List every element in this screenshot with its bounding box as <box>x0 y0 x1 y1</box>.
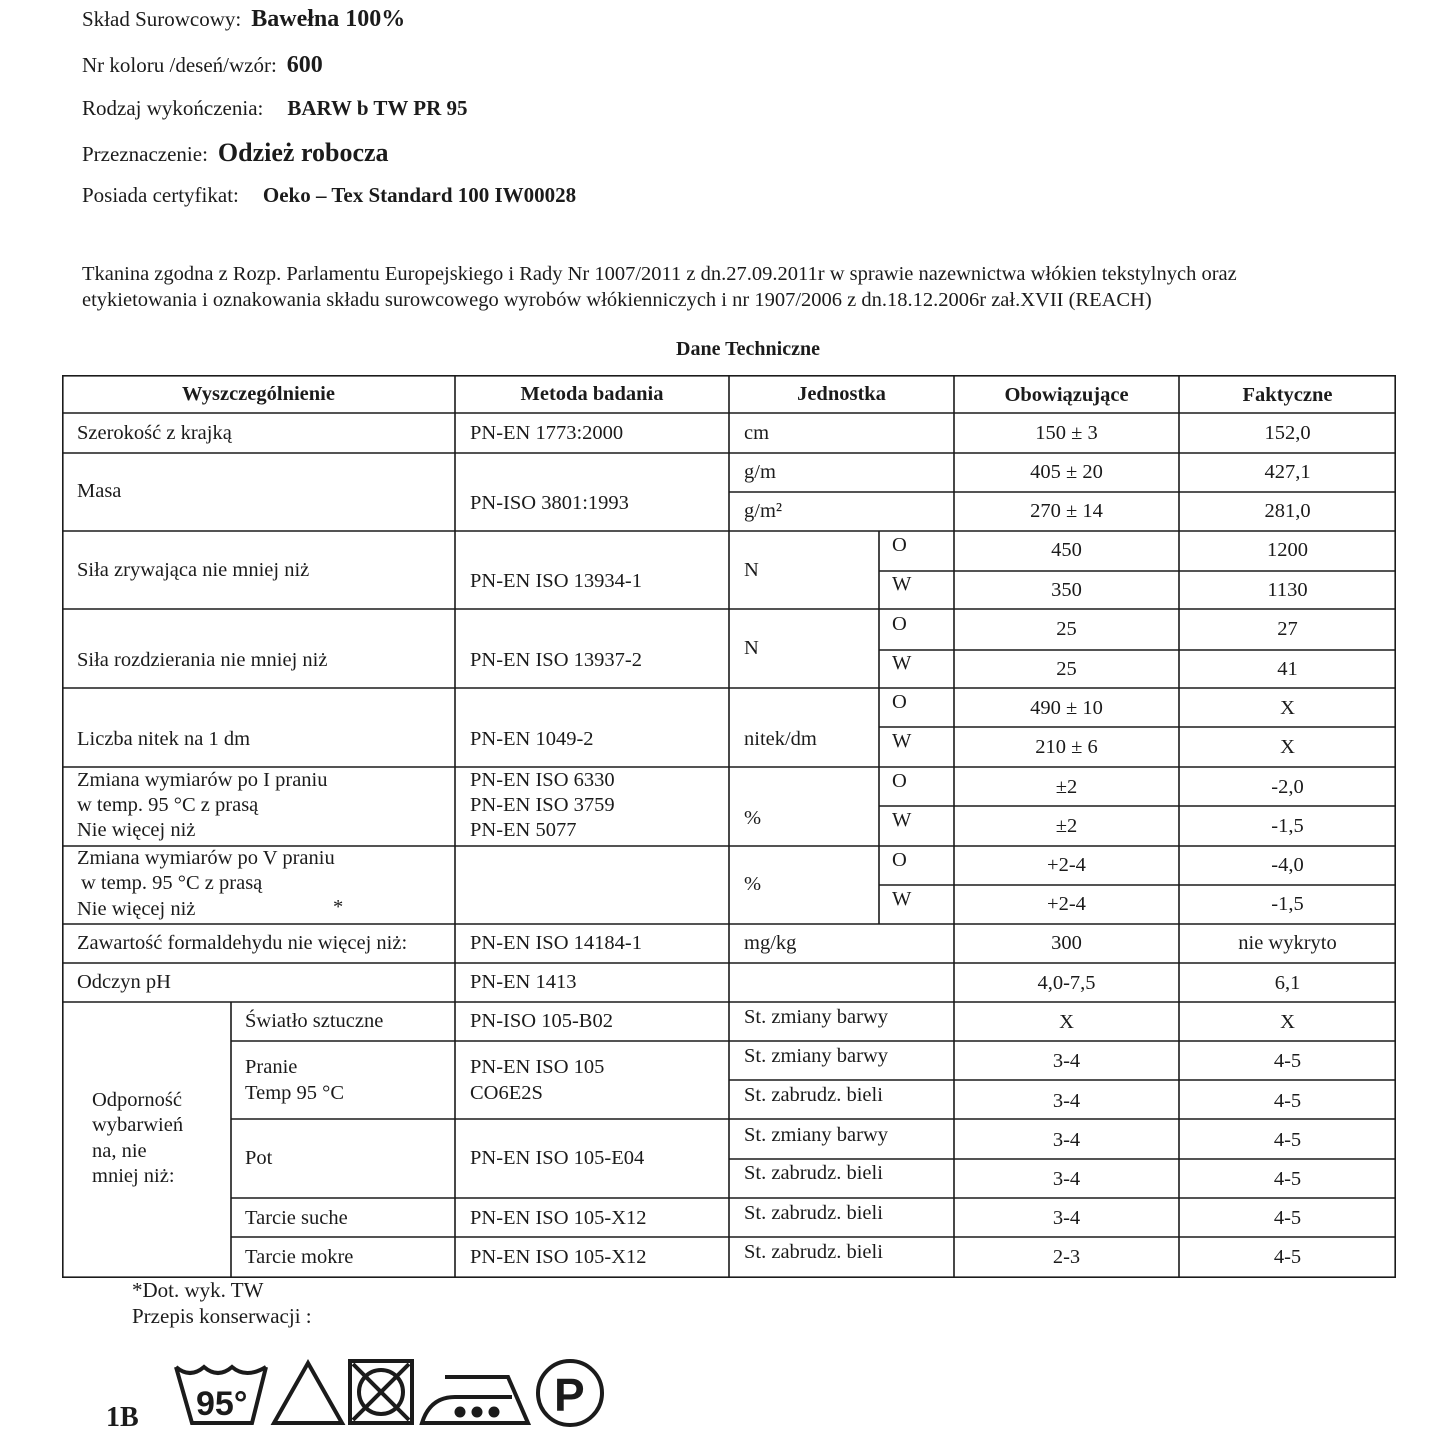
shrink5-asterisk: * <box>333 896 344 918</box>
tear-dir-1: O <box>892 613 907 635</box>
threads-actual-2: X <box>1280 736 1295 758</box>
wash-unit-1: St. zmiany barwy <box>744 1045 889 1067</box>
purpose-label: Przeznaczenie: <box>82 142 208 166</box>
dry-rub-name: Tarcie suche <box>245 1207 348 1229</box>
regulation-line-1: Tkanina zgodna z Rozp. Parlamentu Europejskiego i Rady Nr 1007/2011 z dn.27.09.2011r w sprawie nazewnictwa włókien tekstylnych oraz <box>82 263 1237 285</box>
sweat-required-1: 3-4 <box>1052 1129 1081 1151</box>
care-label-heading: Przepis konserwacji : <box>132 1304 312 1328</box>
shrink5-required-2: +2-4 <box>1047 893 1086 915</box>
header-required: Obowiązujące <box>1004 384 1129 406</box>
shrink5-dir-2: W <box>892 888 912 910</box>
tensile-name: Siła zrywająca nie mniej niż <box>77 559 310 581</box>
sweat-required-2: 3-4 <box>1052 1168 1081 1190</box>
light-actual: X <box>1280 1011 1295 1033</box>
certificate-line <box>82 183 576 208</box>
formaldehyde-unit: mg/kg <box>744 932 797 954</box>
tear-unit: N <box>744 637 759 659</box>
dry-rub-actual: 4-5 <box>1273 1207 1302 1229</box>
ph-name: Odczyn pH <box>77 971 171 993</box>
finish-label: Rodzaj wykończenia: <box>82 96 264 120</box>
formaldehyde-name: Zawartość formaldehydu nie więcej niż: <box>77 932 408 954</box>
care-code: 1B <box>106 1402 139 1433</box>
shrink5-required-1: +2-4 <box>1047 854 1086 876</box>
wash-method-line-2: CO6E2S <box>470 1082 543 1104</box>
shrink1-actual-1: -2,0 <box>1271 776 1304 798</box>
shrink1-method-line-2: PN-EN ISO 3759 <box>470 794 615 816</box>
sweat-unit-2: St. zabrudz. bieli <box>744 1162 883 1184</box>
regulation-line-2: etykietowania i oznakowania składu surowcowego wyrobów włókienniczych i nr 1907/2006 z dn.18.12.2006r zał.XVII (REACH) <box>82 289 1152 311</box>
fastness-group-line-3: na, nie <box>92 1140 147 1162</box>
certificate-label: Posiada certyfikat: <box>82 183 239 207</box>
fastness-group-line-4: mniej niż: <box>92 1165 175 1187</box>
shrink5-dir-1: O <box>892 849 907 871</box>
mass-method: PN-ISO 3801:1993 <box>470 492 629 514</box>
header-specification: Wyszczególnienie <box>182 383 335 405</box>
shrink5-unit: % <box>744 873 762 895</box>
header-unit: Jednostka <box>797 383 886 405</box>
mass-actual-1: 427,1 <box>1264 461 1311 483</box>
formaldehyde-method: PN-EN ISO 14184-1 <box>470 932 642 954</box>
dry-clean-letter: P <box>554 1369 585 1421</box>
threads-name: Liczba nitek na 1 dm <box>77 728 251 750</box>
wash-actual-2: 4-5 <box>1273 1090 1302 1112</box>
width-required: 150 ± 3 <box>1035 422 1098 444</box>
tear-name: Siła rozdzierania nie mniej niż <box>77 649 328 671</box>
threads-method: PN-EN 1049-2 <box>470 728 594 750</box>
iron-three-dots-icon <box>422 1377 528 1423</box>
threads-actual-1: X <box>1280 697 1295 719</box>
mass-required-1: 405 ± 20 <box>1030 461 1103 483</box>
purpose-value: Odzież robocza <box>217 138 389 167</box>
certificate-value: Oeko – Tex Standard 100 IW00028 <box>262 183 577 207</box>
shrink1-unit: % <box>744 807 762 829</box>
shrink1-name-line-3: Nie więcej niż <box>77 819 196 841</box>
no-tumble-dry-icon <box>350 1361 412 1423</box>
mass-unit-2: g/m² <box>744 500 783 522</box>
wash-required-2: 3-4 <box>1052 1090 1081 1112</box>
finish-line <box>82 96 468 121</box>
shrink1-method-line-3: PN-EN 5077 <box>470 819 577 841</box>
fastness-group-line-1: Odporność <box>92 1089 182 1111</box>
fastness-group-line-2: wybarwień <box>92 1114 184 1136</box>
light-method: PN-ISO 105-B02 <box>470 1010 613 1032</box>
header-method: Metoda badania <box>520 383 664 405</box>
tensile-method: PN-EN ISO 13934-1 <box>470 570 642 592</box>
shrink1-dir-2: W <box>892 809 912 831</box>
mass-unit-1: g/m <box>744 461 776 483</box>
technical-data-table <box>62 375 1396 1278</box>
shrink5-name-line-1: Zmiana wymiarów po V praniu <box>77 847 335 869</box>
table-title: Dane Techniczne <box>676 338 820 360</box>
shrink5-actual-2: -1,5 <box>1271 893 1304 915</box>
composition-line <box>82 6 405 33</box>
formaldehyde-required: 300 <box>1051 932 1082 954</box>
wet-rub-actual: 4-5 <box>1273 1246 1302 1268</box>
sweat-name: Pot <box>245 1147 273 1169</box>
dry-clean-p-icon <box>538 1361 602 1425</box>
width-actual: 152,0 <box>1264 422 1311 444</box>
tensile-actual-1: 1200 <box>1267 539 1308 561</box>
tear-required-2: 25 <box>1056 658 1077 680</box>
wash-name-line-2: Temp 95 °C <box>245 1082 345 1104</box>
shrink1-required-2: ±2 <box>1055 815 1078 837</box>
threads-dir-1: O <box>892 691 907 713</box>
tensile-unit: N <box>744 559 759 581</box>
threads-unit: nitek/dm <box>744 728 817 750</box>
wet-rub-method: PN-EN ISO 105-X12 <box>470 1246 647 1268</box>
sweat-unit-1: St. zmiany barwy <box>744 1124 889 1146</box>
tear-required-1: 25 <box>1056 618 1077 640</box>
tear-method: PN-EN ISO 13937-2 <box>470 649 642 671</box>
wash-name-line-1: Pranie <box>245 1056 298 1078</box>
wet-rub-required: 2-3 <box>1052 1246 1081 1268</box>
shrink1-required-1: ±2 <box>1055 776 1078 798</box>
light-unit: St. zmiany barwy <box>744 1006 889 1028</box>
sweat-actual-1: 4-5 <box>1273 1129 1302 1151</box>
composition-label: Skład Surowcowy: <box>82 7 242 31</box>
shrink5-name-line-3: Nie więcej niż <box>77 898 196 920</box>
tensile-required-1: 450 <box>1051 539 1082 561</box>
wash-required-1: 3-4 <box>1052 1050 1081 1072</box>
dry-rub-unit: St. zabrudz. bieli <box>744 1202 883 1224</box>
light-name: Światło sztuczne <box>245 1010 384 1032</box>
tear-actual-1: 27 <box>1277 618 1298 640</box>
header-actual: Faktyczne <box>1242 384 1333 406</box>
width-method: PN-EN 1773:2000 <box>470 422 624 444</box>
shrink5-name-line-2: w temp. 95 °C z prasą <box>81 872 263 894</box>
width-name: Szerokość z krajką <box>77 422 232 444</box>
threads-required-1: 490 ± 10 <box>1030 697 1103 719</box>
wash-method-line-1: PN-EN ISO 105 <box>470 1056 605 1078</box>
sweat-actual-2: 4-5 <box>1273 1168 1302 1190</box>
wet-rub-unit: St. zabrudz. bieli <box>744 1241 883 1263</box>
light-required: X <box>1059 1011 1074 1033</box>
care-symbols <box>100 1355 620 1435</box>
width-unit: cm <box>744 422 770 444</box>
shrink5-actual-1: -4,0 <box>1271 854 1304 876</box>
dry-rub-method: PN-EN ISO 105-X12 <box>470 1207 647 1229</box>
dry-rub-required: 3-4 <box>1052 1207 1081 1229</box>
mass-actual-2: 281,0 <box>1264 500 1311 522</box>
formaldehyde-actual: nie wykryto <box>1238 932 1337 954</box>
ph-actual: 6,1 <box>1274 972 1301 994</box>
purpose-line <box>82 138 389 168</box>
ph-required: 4,0-7,5 <box>1037 972 1096 994</box>
footnote: *Dot. wyk. TW <box>132 1278 264 1302</box>
wet-rub-name: Tarcie mokre <box>245 1246 354 1268</box>
finish-value: BARW b TW PR 95 <box>287 96 468 120</box>
shrink1-dir-1: O <box>892 770 907 792</box>
wash-temp-label: 95° <box>196 1385 248 1423</box>
tensile-required-2: 350 <box>1051 579 1082 601</box>
shrink1-name-line-2: w temp. 95 °C z prasą <box>77 794 259 816</box>
shrink1-method-line-1: PN-EN ISO 6330 <box>470 769 615 791</box>
color-label: Nr koloru /deseń/wzór: <box>82 53 277 77</box>
bleach-triangle-icon <box>274 1363 342 1423</box>
color-line <box>82 52 323 79</box>
threads-required-2: 210 ± 6 <box>1035 736 1098 758</box>
ph-method: PN-EN 1413 <box>470 971 577 993</box>
shrink1-actual-2: -1,5 <box>1271 815 1304 837</box>
color-value: 600 <box>286 52 323 78</box>
wash-actual-1: 4-5 <box>1273 1050 1302 1072</box>
wash-95-icon <box>176 1367 266 1423</box>
tensile-dir-2: W <box>892 573 912 595</box>
mass-required-2: 270 ± 14 <box>1030 500 1103 522</box>
composition-value: Bawełna 100% <box>251 6 406 32</box>
tensile-dir-1: O <box>892 534 907 556</box>
sweat-method: PN-EN ISO 105-E04 <box>470 1147 645 1169</box>
tensile-actual-2: 1130 <box>1267 579 1308 601</box>
threads-dir-2: W <box>892 730 912 752</box>
wash-unit-2: St. zabrudz. bieli <box>744 1084 883 1106</box>
mass-name: Masa <box>77 480 122 502</box>
shrink1-name-line-1: Zmiana wymiarów po I praniu <box>77 769 328 791</box>
regulation-paragraph <box>82 261 1392 313</box>
tear-dir-2: W <box>892 652 912 674</box>
tear-actual-2: 41 <box>1277 658 1298 680</box>
